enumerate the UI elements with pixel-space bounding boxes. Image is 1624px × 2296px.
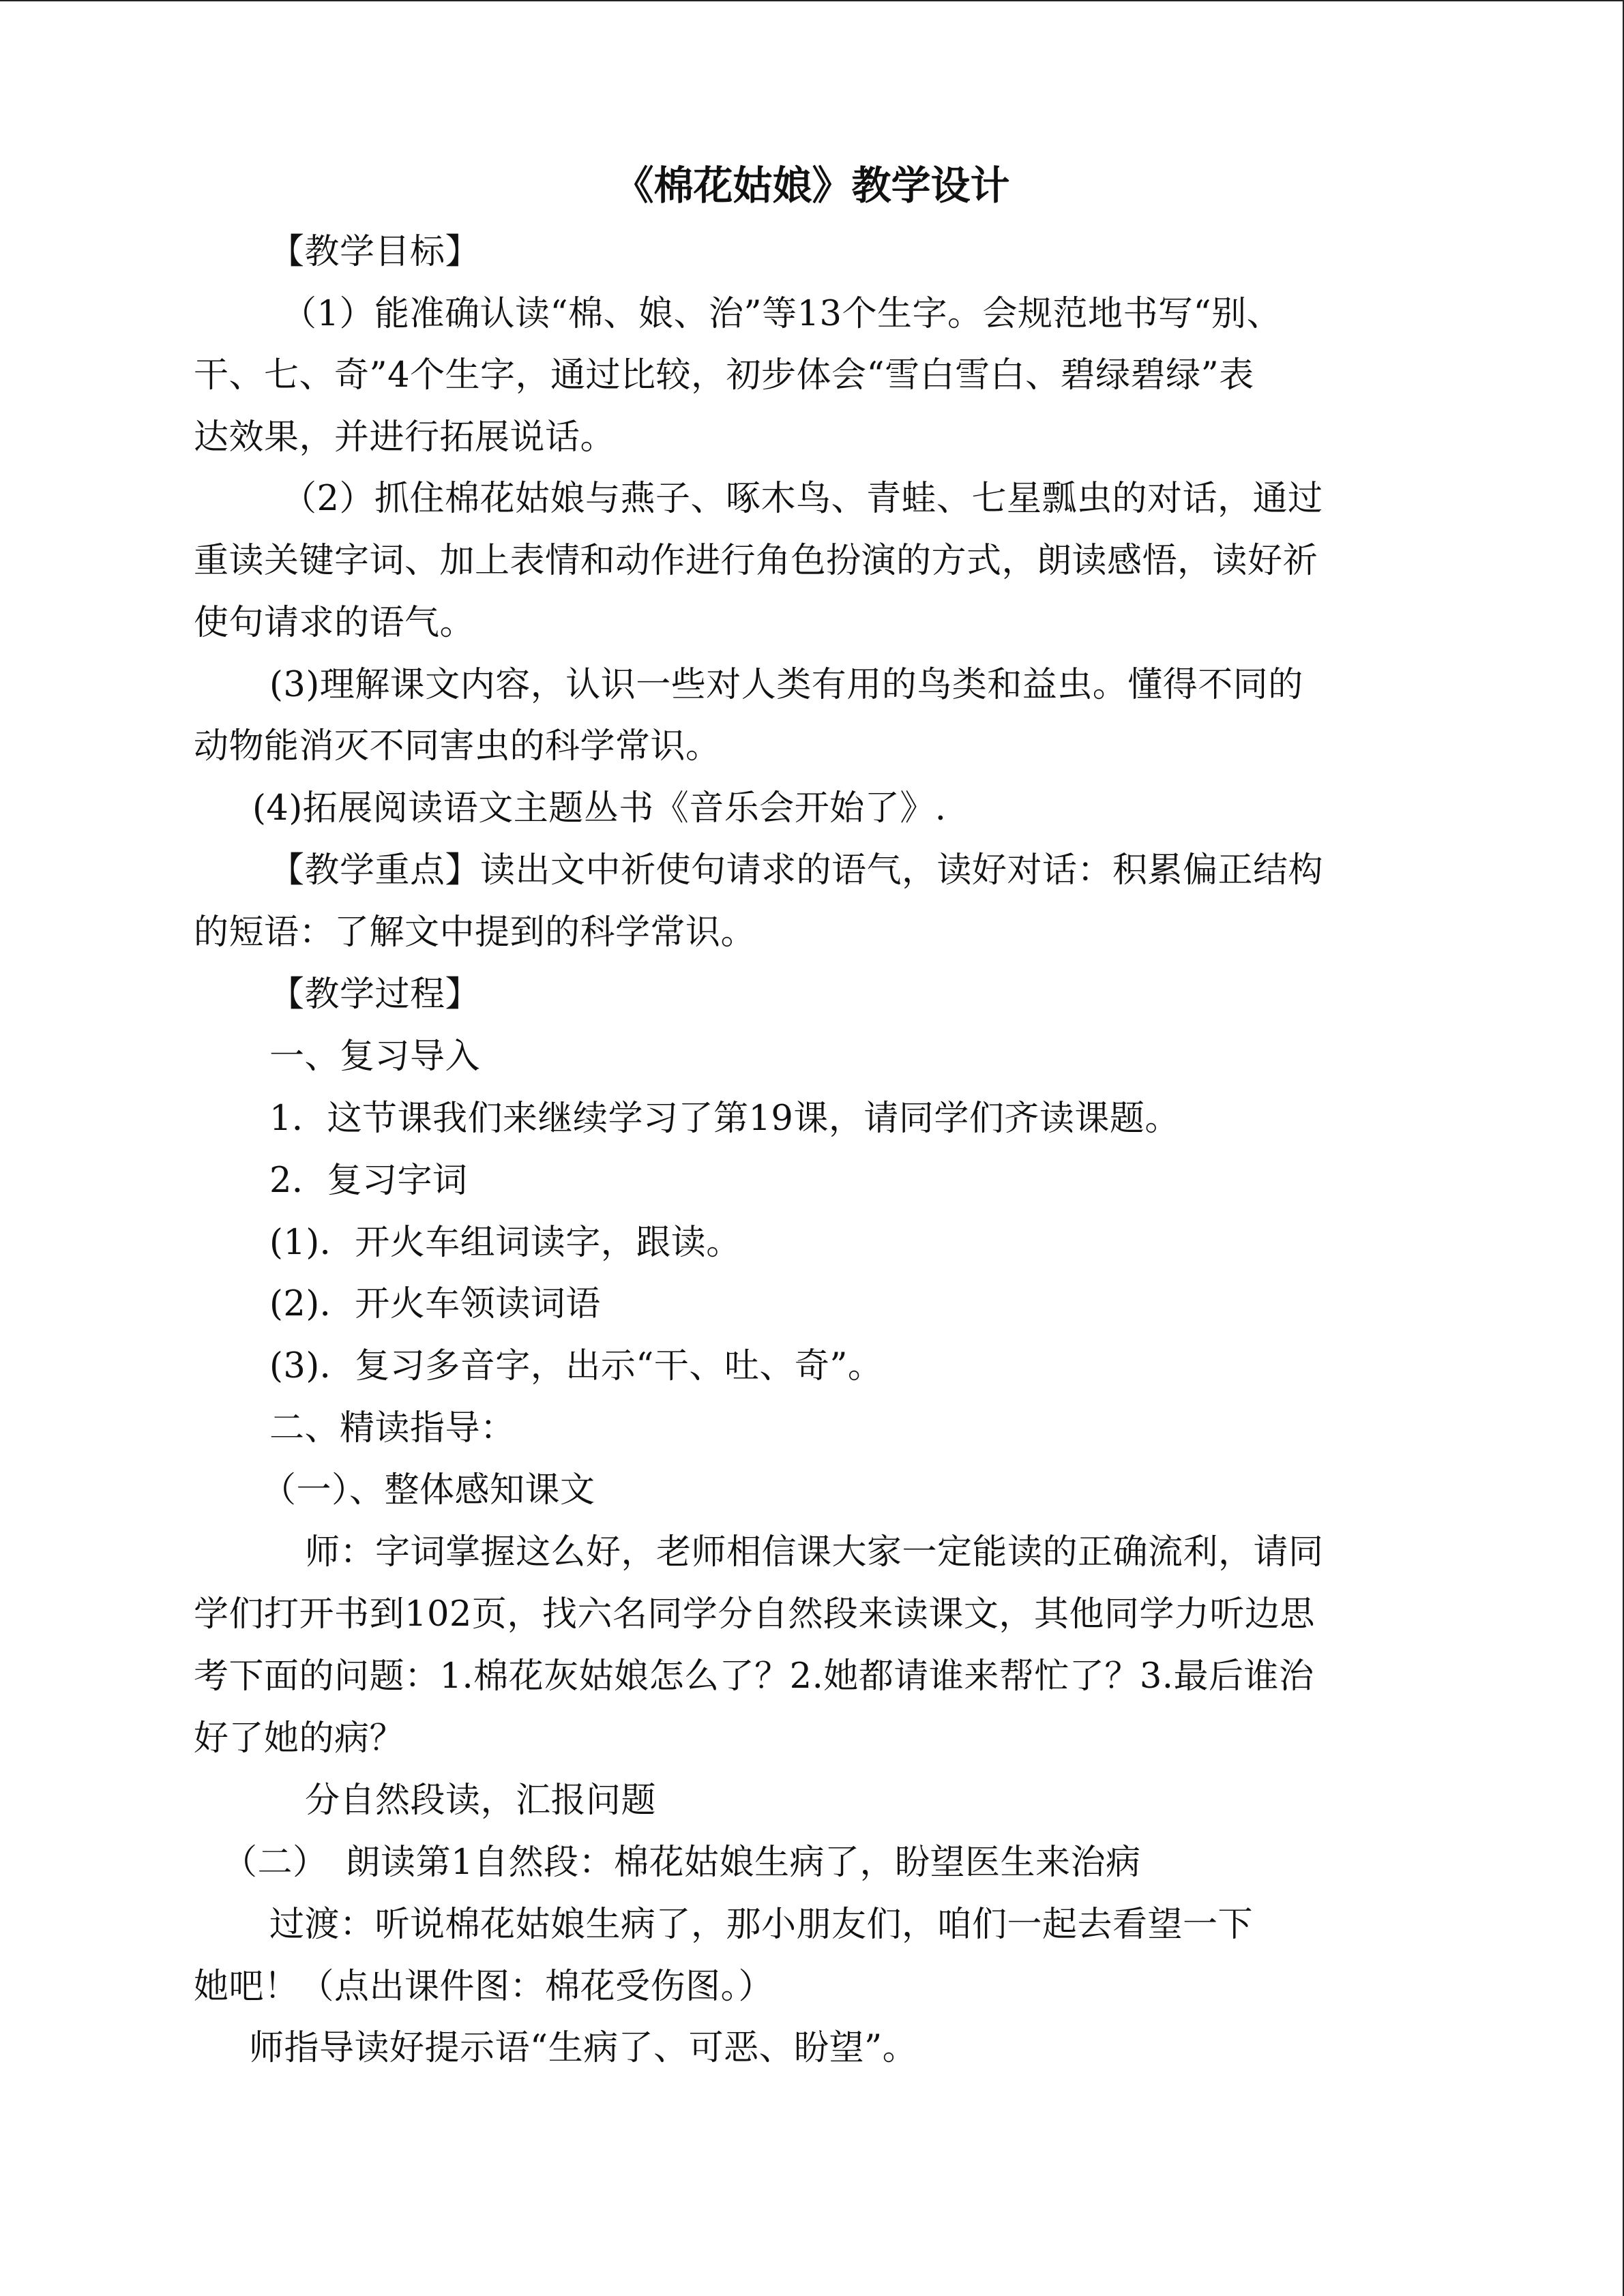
- paragraph-line: 【教学重点】读出文中祈使句请求的语气，读好对话：积累偏正结构: [269, 850, 1324, 891]
- paragraph-line: 的短语：了解文中提到的科学常识。: [194, 912, 756, 953]
- paragraph-line: 2．复习字词: [269, 1161, 468, 1201]
- paragraph-line: (3)理解课文内容，认识一些对人类有用的鸟类和益虫。懂得不同的: [269, 665, 1303, 705]
- section-heading: 一、复习导入: [269, 1037, 481, 1077]
- paragraph-line: 师指导读好提示语“生病了、可恶、盼望”。: [249, 2028, 918, 2068]
- paragraph-line: (1)．开火车组词读字，跟读。: [269, 1223, 741, 1263]
- paragraph-line: 1．这节课我们来继续学习了第19课，请同学们齐读课题。: [269, 1099, 1180, 1139]
- paragraph-line: 使句请求的语气。: [194, 603, 475, 643]
- paragraph-line: （1）能准确认读“棉、娘、治”等13个生字。会规范地书写“别、: [282, 294, 1282, 334]
- document-title: 《棉花姑娘》教学设计: [614, 162, 1010, 209]
- paragraph-line: 动物能消灭不同害虫的科学常识。: [194, 726, 721, 766]
- paragraph-line: 干、七、奇”4个生字，通过比较，初步体会“雪白雪白、碧绿碧绿”表: [194, 355, 1254, 396]
- paragraph-line: (2)．开火车领读词语: [269, 1284, 601, 1324]
- subsection-heading: （一）、整体感知课文: [261, 1470, 595, 1510]
- paragraph-line: 好了她的病？: [194, 1718, 405, 1759]
- paragraph-line: (4)拓展阅读语文主题丛书《音乐会开始了》.: [252, 788, 947, 829]
- paragraph-line: 达效果，并进行拓展说话。: [194, 417, 616, 458]
- paragraph-line: 考下面的问题：1.棉花灰姑娘怎么了？2.她都请谁来帮忙了？3.最后谁治: [194, 1656, 1314, 1697]
- paragraph-line: 过渡：听说棉花姑娘生病了，那小朋友们，咱们一起去看望一下: [269, 1905, 1254, 1945]
- paragraph-line: 学们打开书到102页，找六名同学分自然段来读课文，其他同学力听边思: [194, 1594, 1315, 1635]
- paragraph-line: （2）抓住棉花姑娘与燕子、啄木鸟、青蛙、七星瓢虫的对话，通过: [282, 479, 1323, 519]
- paragraph-line: 分自然段读，汇报问题: [305, 1780, 657, 1821]
- paragraph-line: 她吧！（点出课件图：棉花受伤图。）: [194, 1967, 774, 2007]
- section-heading: 二、精读指导：: [269, 1408, 516, 1448]
- paragraph-line: (3)．复习多音字，出示“干、吐、奇”。: [269, 1346, 883, 1386]
- paragraph-line: 重读关键字词、加上表情和动作进行角色扮演的方式，朗读感悟，读好祈: [194, 541, 1318, 581]
- heading-teaching-goals: 【教学目标】: [269, 232, 481, 272]
- heading-teaching-process: 【教学过程】: [269, 974, 481, 1015]
- subsection-heading: （二） 朗读第1自然段：棉花姑娘生病了，盼望医生来治病: [222, 1843, 1141, 1883]
- paragraph-line: 师：字词掌握这么好，老师相信课大家一定能读的正确流利，请同: [305, 1532, 1324, 1572]
